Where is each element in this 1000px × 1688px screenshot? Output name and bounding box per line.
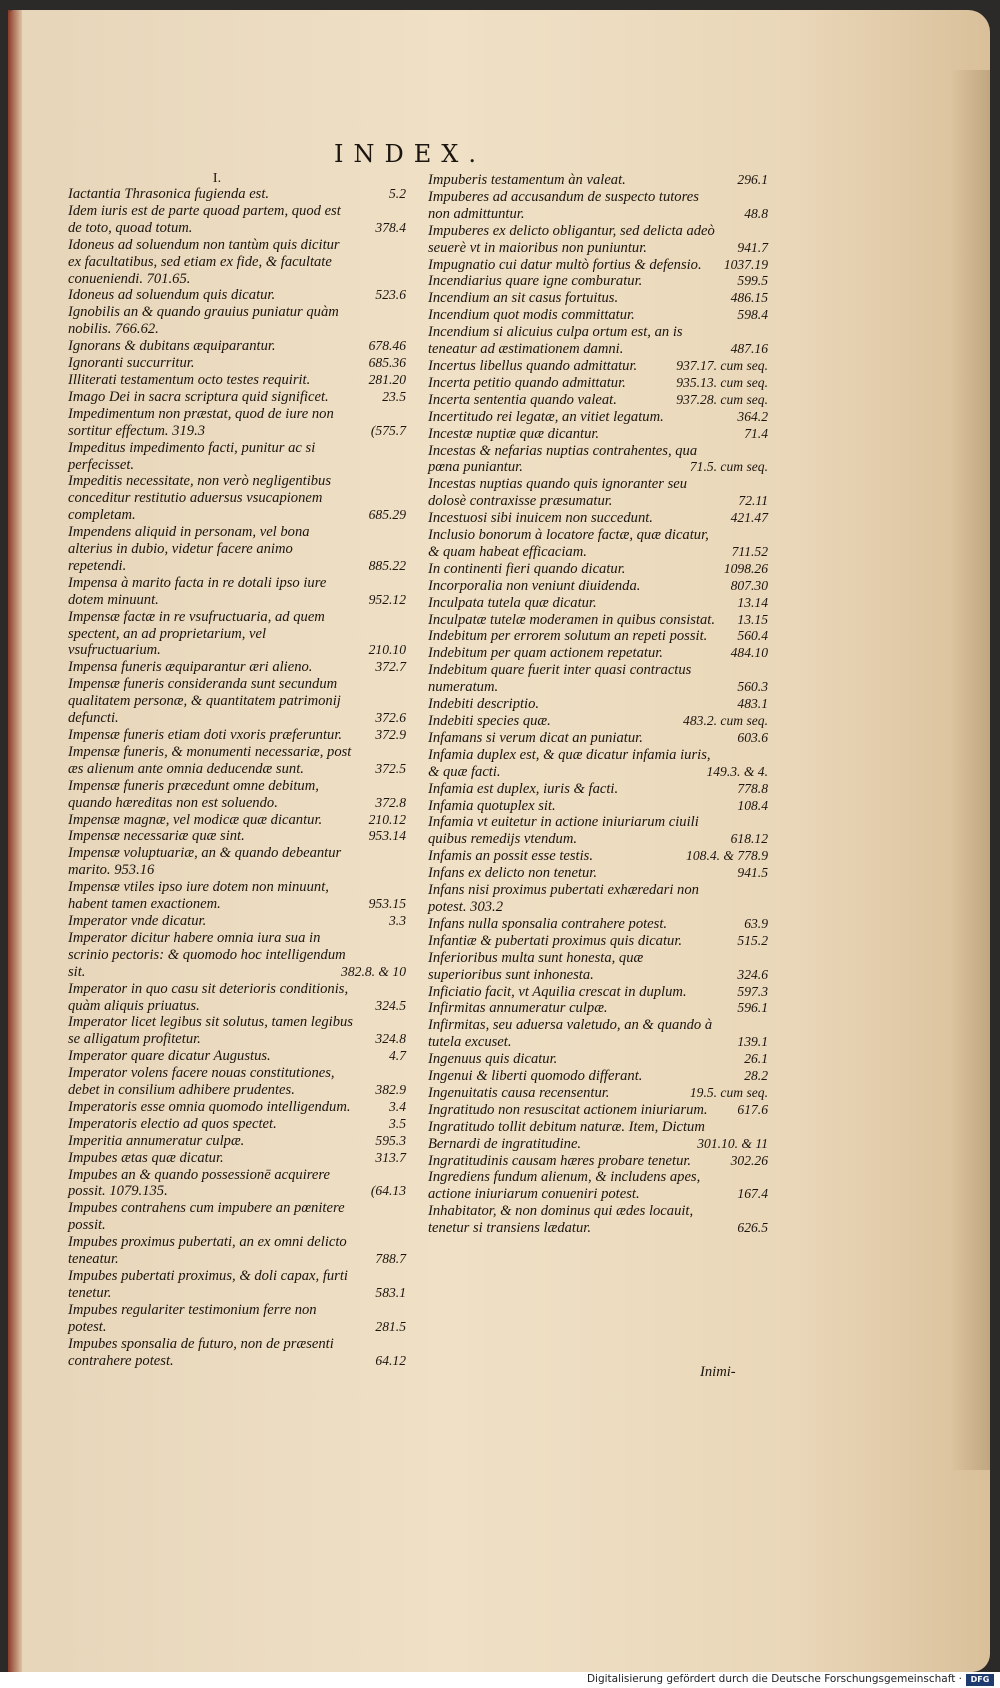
entry-text: Imperator licet legibus sit solutus, tamen legibus se alligatum profitetur. xyxy=(68,1014,353,1048)
entry-page-ref: 685.29 xyxy=(368,507,406,523)
entry-text: Imperator dicitur habere omnia iura sua in scrinio pectoris: & quomodo hoc intelligendum sit. xyxy=(68,929,346,980)
index-entry xyxy=(428,561,768,578)
entry-text: Indebitum quare fuerit inter quasi contractus numeratum. xyxy=(428,662,692,696)
index-entry xyxy=(68,372,406,389)
entry-page-ref: 13.14 xyxy=(737,594,768,610)
entry-text: Incorporalia non veniunt diuidenda. xyxy=(428,577,641,594)
index-entry xyxy=(428,1119,768,1153)
entry-text: Inficiatio facit, vt Aquilia crescat in duplum. xyxy=(428,983,687,1000)
entry-text: Incestuosi sibi inuicem non succedunt. xyxy=(428,510,653,527)
entry-page-ref: 313.7 xyxy=(375,1149,406,1165)
entry-page-ref: 678.46 xyxy=(368,338,406,354)
entry-page-ref: 324.8 xyxy=(375,1031,406,1047)
index-entry xyxy=(428,172,768,189)
entry-page-ref: 937.17. cum seq. xyxy=(676,357,768,373)
index-entry xyxy=(68,287,406,304)
entry-page-ref: 324.5 xyxy=(375,997,406,1013)
entry-text: Illiterati testamentum octo testes requirit. xyxy=(68,371,311,388)
entry-text: Impensæ funeris, & monumenti necessariæ, post æs alienum ante omnia deducendæ sunt. xyxy=(68,743,352,777)
entry-page-ref: 523.6 xyxy=(375,287,406,303)
entry-text: Impeditis necessitate, non verò negligentibus conceditur restitutio aduersus vsucapionem completam. xyxy=(68,473,332,524)
entry-text: Infans ex delicto non tenetur. xyxy=(428,865,598,882)
entry-text: Infans nisi proximus pubertati exhæredari non potest. 303.2 xyxy=(428,882,699,915)
entry-text: Imperitia annumeratur culpæ. xyxy=(68,1132,245,1149)
index-entry xyxy=(428,747,768,781)
index-entry xyxy=(428,662,768,696)
entry-text: Impensæ funeris etiam doti vxoris præferuntur. xyxy=(68,727,343,743)
index-entry xyxy=(68,1099,406,1116)
entry-page-ref: 618.12 xyxy=(730,831,768,847)
entry-page-ref: 64.12 xyxy=(375,1352,406,1368)
index-entry xyxy=(68,575,406,609)
entry-page-ref: 603.6 xyxy=(737,729,768,745)
index-entry xyxy=(428,1000,768,1017)
entry-page-ref: 935.13. cum seq. xyxy=(676,374,768,390)
entry-text: Incestas & nefarias nuptias contrahentes, qua pœna puniantur. xyxy=(428,442,698,476)
index-entry xyxy=(428,527,768,561)
entry-page-ref: 778.8 xyxy=(737,780,768,796)
index-entry xyxy=(68,609,406,660)
entry-page-ref: 302.26 xyxy=(730,1152,768,1168)
left-index-column xyxy=(68,172,406,1369)
index-entry xyxy=(428,696,768,713)
entry-text: Imperatoris electio ad quos spectet. xyxy=(68,1115,277,1132)
entry-page-ref: 108.4 xyxy=(737,797,768,813)
entry-text: Idoneus ad soluendum quis dicatur. xyxy=(68,287,276,304)
index-entry xyxy=(428,273,768,290)
right-entry-list xyxy=(428,172,768,1237)
index-entry xyxy=(428,713,768,730)
entry-text: Ingenuus quis dicatur. xyxy=(428,1051,558,1068)
entry-text: Idem iuris est de parte quoad partem, quod est de toto, quoad totum. xyxy=(68,202,341,236)
entry-page-ref: 953.14 xyxy=(368,828,406,844)
entry-page-ref: 788.7 xyxy=(375,1251,406,1267)
index-entry xyxy=(428,223,768,257)
entry-text: Incendium si alicuius culpa ortum est, an is teneatur ad æstimationem damni. xyxy=(428,324,683,358)
entry-page-ref: 596.1 xyxy=(737,1000,768,1016)
entry-text: Idoneus ad soluendum non tantùm quis dicitur ex facultatibus, sed etiam ex fide, & facultate conueniendi. 701.65. xyxy=(68,236,340,287)
entry-text: Inclusio bonorum à locatore factæ, quæ dicatur, & quam habeat efficaciam. xyxy=(428,527,709,560)
index-entry xyxy=(68,338,406,355)
entry-text: Infamia est duplex, iuris & facti. xyxy=(428,780,619,797)
index-entry xyxy=(68,1014,406,1048)
entry-text: Indebitum per errorem solutum an repeti possit. xyxy=(428,628,708,645)
index-entry xyxy=(428,1017,768,1051)
index-entry xyxy=(68,727,406,744)
entry-page-ref: 301.10. & 11 xyxy=(697,1135,768,1151)
entry-text: Impendens aliquid in personam, vel bona alterius in dubio, videtur facere animo repetendi. xyxy=(68,524,310,574)
index-entry xyxy=(428,848,768,865)
entry-page-ref: 281.20 xyxy=(368,371,406,387)
entry-text: Ingratitudo tollit debitum naturæ. Item, Dictum Bernardi de ingratitudine. xyxy=(428,1118,705,1152)
entry-page-ref: 28.2 xyxy=(744,1068,768,1084)
entry-text: Impensa à marito facta in re dotali ipso iure dotem minuunt. xyxy=(68,574,327,608)
index-entry xyxy=(428,595,768,612)
entry-text: Ingrediens fundum alienum, & includens apes, actione iniuriarum conueniri potest. xyxy=(428,1169,701,1203)
index-entry xyxy=(68,845,406,879)
entry-page-ref: 595.3 xyxy=(375,1132,406,1148)
page-edge-shadow xyxy=(950,70,990,1470)
entry-page-ref: 48.8 xyxy=(744,205,768,221)
entry-page-ref: 3.5 xyxy=(389,1115,406,1131)
index-entry xyxy=(428,409,768,426)
entry-text: Impubes an & quando possessionē acquirere possit. 1079.135. xyxy=(68,1166,330,1200)
index-entry xyxy=(68,1336,406,1370)
index-entry xyxy=(428,290,768,307)
index-entry xyxy=(68,1116,406,1133)
entry-page-ref: 583.1 xyxy=(375,1284,406,1300)
index-entry xyxy=(428,781,768,798)
entry-page-ref: 210.10 xyxy=(368,642,406,658)
entry-text: Imperator quare dicatur Augustus. xyxy=(68,1048,271,1065)
index-entry xyxy=(68,1234,406,1268)
entry-page-ref: 372.9 xyxy=(375,727,406,742)
index-entry xyxy=(68,828,406,845)
index-entry xyxy=(428,612,768,629)
index-entry xyxy=(428,645,768,662)
index-entry xyxy=(68,981,406,1015)
entry-text: Impubes proximus pubertati, an ex omni delicto teneatur. xyxy=(68,1234,347,1268)
entry-text: Impensæ magnæ, vel modicæ quæ dicantur. xyxy=(68,811,323,828)
entry-page-ref: 941.7 xyxy=(737,239,768,255)
entry-text: Impugnatio cui datur multò fortius & defensio. xyxy=(428,256,702,273)
entry-page-ref: 941.5 xyxy=(737,865,768,881)
entry-page-ref: 71.4 xyxy=(744,425,768,441)
entry-text: Impubes contrahens cum impubere an pœnitere possit. xyxy=(68,1200,345,1234)
entry-text: Impensæ vtiles ipso iure dotem non minuunt, habent tamen exactionem. xyxy=(68,879,329,913)
entry-text: Imperatoris esse omnia quomodo intelligendum. xyxy=(68,1098,351,1115)
index-entry xyxy=(428,730,768,747)
entry-text: Incertitudo rei legatæ, an vitiet legatum. xyxy=(428,408,664,425)
index-entry xyxy=(428,476,768,510)
index-entry xyxy=(68,237,406,288)
entry-text: Imperator volens facere nouas constitutiones, debet in consilium adhibere prudentes. xyxy=(68,1065,335,1099)
index-entry xyxy=(428,358,768,375)
footer-credit: Digitalisierung gefördert durch die Deutsche Forschungsgemeinschaft · xyxy=(586,1673,962,1685)
entry-text: Impensæ funeris præcedunt omne debitum, quando hæreditas non est soluendo. xyxy=(68,777,319,811)
index-entry xyxy=(68,1167,406,1201)
entry-page-ref: 324.6 xyxy=(737,966,768,982)
entry-page-ref: 952.12 xyxy=(368,591,406,607)
entry-page-ref: 599.5 xyxy=(737,273,768,289)
entry-text: Infamia quotuplex sit. xyxy=(428,797,556,814)
entry-page-ref: 598.4 xyxy=(737,307,768,323)
entry-text: Inhabitator, & non dominus qui ædes locauit, tenetur si transiens lædatur. xyxy=(428,1203,694,1237)
entry-page-ref: 382.9 xyxy=(375,1082,406,1098)
entry-text: Incestæ nuptiæ quæ dicantur. xyxy=(428,425,600,442)
entry-page-ref: 483.2. cum seq. xyxy=(683,713,768,728)
entry-text: Impubes pubertati proximus, & doli capax, furti tenetur. xyxy=(68,1268,348,1301)
entry-text: Ignorans & dubitans æquiparantur. xyxy=(68,338,276,355)
entry-page-ref: (64.13 xyxy=(370,1183,406,1199)
entry-text: Impensæ factæ in re vsufructuaria, ad quem spectent, an ad proprietarium, vel vsufructuarium. xyxy=(68,608,325,659)
index-entry xyxy=(428,324,768,358)
entry-page-ref: 378.4 xyxy=(375,219,406,235)
entry-text: Ingenui & liberti quomodo differant. xyxy=(428,1068,643,1085)
entry-text: Iactantia Thrasonica fugienda est. xyxy=(68,186,270,202)
entry-page-ref: 626.5 xyxy=(737,1220,768,1236)
index-entry xyxy=(68,355,406,372)
index-entry xyxy=(68,1268,406,1302)
index-entry xyxy=(428,1051,768,1068)
index-entry xyxy=(68,744,406,778)
index-entry xyxy=(428,1085,768,1102)
entry-text: Imperator vnde dicatur. xyxy=(68,912,207,929)
entry-page-ref: 617.6 xyxy=(737,1101,768,1117)
entry-text: Infans nulla sponsalia contrahere potest. xyxy=(428,915,668,932)
entry-text: Incertus libellus quando admittatur. xyxy=(428,357,638,374)
entry-page-ref: 937.28. cum seq. xyxy=(676,391,768,407)
index-entry xyxy=(68,186,406,203)
entry-text: Incerta sententia quando valeat. xyxy=(428,391,617,408)
entry-text: Infamis an possit esse testis. xyxy=(428,848,593,865)
entry-text: Impensæ voluptuariæ, an & quando debeantur marito. 953.16 xyxy=(68,845,342,879)
entry-text: Indebitum per quam actionem repetatur. xyxy=(428,645,663,662)
index-entry xyxy=(68,1048,406,1065)
entry-text: Impuberes ex delicto obligantur, sed delicta adeò seuerè vt in maioribus non puniuntur. xyxy=(428,222,715,256)
entry-page-ref: 26.1 xyxy=(744,1051,768,1067)
index-entry xyxy=(68,1200,406,1234)
entry-page-ref: 1037.19 xyxy=(723,256,768,272)
index-entry xyxy=(68,389,406,406)
entry-page-ref: 72.11 xyxy=(738,493,768,509)
entry-page-ref: 560.4 xyxy=(737,628,768,644)
entry-page-ref: 5.2 xyxy=(389,186,406,201)
entry-page-ref: 597.3 xyxy=(737,983,768,999)
index-entry xyxy=(428,1169,768,1203)
index-entry xyxy=(428,1102,768,1119)
entry-text: Ingratitudo non resuscitat actionem iniuriarum. xyxy=(428,1101,708,1118)
entry-text: Impensæ necessariæ quæ sint. xyxy=(68,828,245,845)
index-entry xyxy=(428,1153,768,1170)
entry-text: In continenti fieri quando dicatur. xyxy=(428,560,626,577)
index-entry xyxy=(428,933,768,950)
section-letter: I. xyxy=(212,171,222,186)
entry-text: Incendium an sit casus fortuitus. xyxy=(428,290,619,307)
index-entry xyxy=(68,406,406,440)
entry-page-ref: 23.5 xyxy=(382,388,406,404)
entry-text: Impubes regulariter testimonium ferre non potest. xyxy=(68,1301,317,1335)
entry-text: Indebiti descriptio. xyxy=(428,696,540,713)
entry-text: Impuberis testamentum àn valeat. xyxy=(428,172,626,188)
entry-text: Ingratitudinis causam hæres probare tenetur. xyxy=(428,1152,692,1169)
catchword: Inimi- xyxy=(700,1364,736,1380)
entry-page-ref: 560.3 xyxy=(737,679,768,695)
entry-page-ref: 382.8. & 10 xyxy=(341,963,406,979)
entry-page-ref: 807.30 xyxy=(730,577,768,593)
entry-text: Incendiarius quare igne comburatur. xyxy=(428,273,643,290)
entry-page-ref: 515.2 xyxy=(737,932,768,948)
index-entry xyxy=(68,203,406,237)
index-entry xyxy=(428,814,768,848)
index-entry xyxy=(428,798,768,815)
entry-page-ref: 63.9 xyxy=(744,915,768,931)
entry-page-ref: 372.8 xyxy=(375,794,406,810)
index-entry xyxy=(68,524,406,575)
entry-text: Impensæ funeris consideranda sunt secundum qualitatem personæ, & quantitatem patrimonij defuncti. xyxy=(68,676,341,727)
entry-page-ref: 13.15 xyxy=(737,611,768,627)
index-entry xyxy=(428,984,768,1001)
entry-page-ref: 4.7 xyxy=(389,1048,406,1064)
entry-page-ref: 421.47 xyxy=(730,510,768,526)
footer-bar xyxy=(0,1672,1000,1688)
index-entry xyxy=(428,510,768,527)
index-entry xyxy=(68,304,406,338)
entry-text: Incendium quot modis committatur. xyxy=(428,307,635,324)
index-entry xyxy=(68,473,406,524)
entry-text: Inculpata tutela quæ dicatur. xyxy=(428,594,597,611)
entry-text: Imago Dei in sacra scriptura quid significet. xyxy=(68,388,329,405)
entry-text: Impedimentum non præstat, quod de iure non sortitur effectum. 319.3 xyxy=(68,405,334,439)
index-entry xyxy=(68,1133,406,1150)
index-entry xyxy=(68,879,406,913)
entry-page-ref: 885.22 xyxy=(368,557,406,573)
entry-page-ref: 108.4. & 778.9 xyxy=(686,848,768,864)
entry-text: Infamia vt euitetur in actione iniuriarum ciuili quibus remedijs vtendum. xyxy=(428,814,699,848)
index-entry xyxy=(68,812,406,829)
index-entry xyxy=(428,1068,768,1085)
entry-page-ref: 71.5. cum seq. xyxy=(689,459,768,475)
entry-page-ref: 372.7 xyxy=(375,659,406,675)
index-entry xyxy=(68,440,406,474)
entry-text: Ignoranti succurritur. xyxy=(68,355,195,372)
entry-text: Infirmitas, seu aduersa valetudo, an & quando à tutela excuset. xyxy=(428,1017,713,1051)
right-index-column xyxy=(428,172,768,1237)
index-entry xyxy=(428,426,768,443)
index-entry xyxy=(68,1302,406,1336)
entry-page-ref: 483.1 xyxy=(737,696,768,712)
index-entry xyxy=(428,865,768,882)
index-entry xyxy=(428,578,768,595)
entry-page-ref: 372.6 xyxy=(375,710,406,726)
index-entry xyxy=(428,628,768,645)
entry-page-ref: 3.3 xyxy=(389,912,406,928)
index-entry xyxy=(428,882,768,916)
entry-page-ref: 953.15 xyxy=(368,896,406,912)
entry-text: Inferioribus multa sunt honesta, quæ superioribus sunt inhonesta. xyxy=(428,949,644,983)
entry-page-ref: 3.4 xyxy=(389,1098,406,1114)
index-entry xyxy=(428,257,768,274)
entry-page-ref: 281.5 xyxy=(375,1318,406,1334)
dfg-logo: DFG xyxy=(966,1674,994,1686)
left-entry-list xyxy=(68,186,406,1369)
index-entry xyxy=(428,307,768,324)
index-entry xyxy=(68,659,406,676)
entry-text: Imperator in quo casu sit deterioris conditionis, quàm aliquis priuatus. xyxy=(68,980,349,1014)
entry-page-ref: 149.3. & 4. xyxy=(706,763,768,779)
entry-page-ref: 372.5 xyxy=(375,760,406,776)
entry-text: Incestas nuptias quando quis ignoranter seu dolosè contraxisse præsumatur. xyxy=(428,476,688,510)
entry-page-ref: 364.2 xyxy=(737,408,768,424)
index-entry xyxy=(68,930,406,981)
entry-page-ref: 210.12 xyxy=(368,811,406,827)
entry-page-ref: 685.36 xyxy=(368,355,406,371)
index-entry xyxy=(428,1203,768,1237)
entry-text: Infantiæ & pubertati proximus quis dicatur. xyxy=(428,932,683,949)
index-entry xyxy=(68,1065,406,1099)
index-entry xyxy=(428,950,768,984)
binding-edge xyxy=(8,10,22,1672)
index-entry xyxy=(68,676,406,727)
index-entry xyxy=(68,913,406,930)
entry-page-ref: 486.15 xyxy=(730,290,768,306)
entry-page-ref: 139.1 xyxy=(737,1034,768,1050)
entry-page-ref: 484.10 xyxy=(730,645,768,661)
entry-text: Impubes sponsalia de futuro, non de præsenti contrahere potest. xyxy=(68,1335,334,1369)
index-entry xyxy=(428,392,768,409)
entry-page-ref: 487.16 xyxy=(730,341,768,357)
entry-text: Impeditus impedimento facti, punitur ac si perfecisset. xyxy=(68,439,316,473)
index-entry xyxy=(428,375,768,392)
entry-text: Impubes ætas quæ dicatur. xyxy=(68,1149,224,1166)
entry-text: Infirmitas annumeratur culpæ. xyxy=(428,1000,608,1017)
entry-page-ref: 19.5. cum seq. xyxy=(689,1084,768,1100)
entry-text: Impensa funeris æquiparantur æri alieno. xyxy=(68,659,313,676)
entry-text: Impuberes ad accusandum de suspecto tutores non admittuntur. xyxy=(428,188,699,222)
entry-page-ref: 711.52 xyxy=(731,543,768,559)
index-entry xyxy=(428,189,768,223)
index-entry xyxy=(428,916,768,933)
entry-page-ref: 1098.26 xyxy=(723,560,768,576)
entry-text: Ignobilis an & quando grauius puniatur quàm nobilis. 766.62. xyxy=(68,304,339,338)
index-entry xyxy=(68,1150,406,1167)
entry-text: Inculpatæ tutelæ moderamen in quibus consistat. xyxy=(428,611,715,628)
entry-page-ref: (575.7 xyxy=(370,422,406,438)
entry-text: Incerta petitio quando admittatur. xyxy=(428,374,626,391)
page-heading: INDEX. xyxy=(334,140,486,168)
entry-text: Indebiti species quæ. xyxy=(428,713,551,729)
index-entry xyxy=(68,778,406,812)
index-entry xyxy=(428,443,768,477)
entry-text: Infamia duplex est, & quæ dicatur infamia iuris, & quæ facti. xyxy=(428,746,711,780)
entry-page-ref: 167.4 xyxy=(737,1186,768,1202)
entry-text: Ingenuitatis causa recensentur. xyxy=(428,1084,610,1101)
entry-text: Infamans si verum dicat an puniatur. xyxy=(428,729,643,746)
entry-page-ref: 296.1 xyxy=(737,172,768,187)
